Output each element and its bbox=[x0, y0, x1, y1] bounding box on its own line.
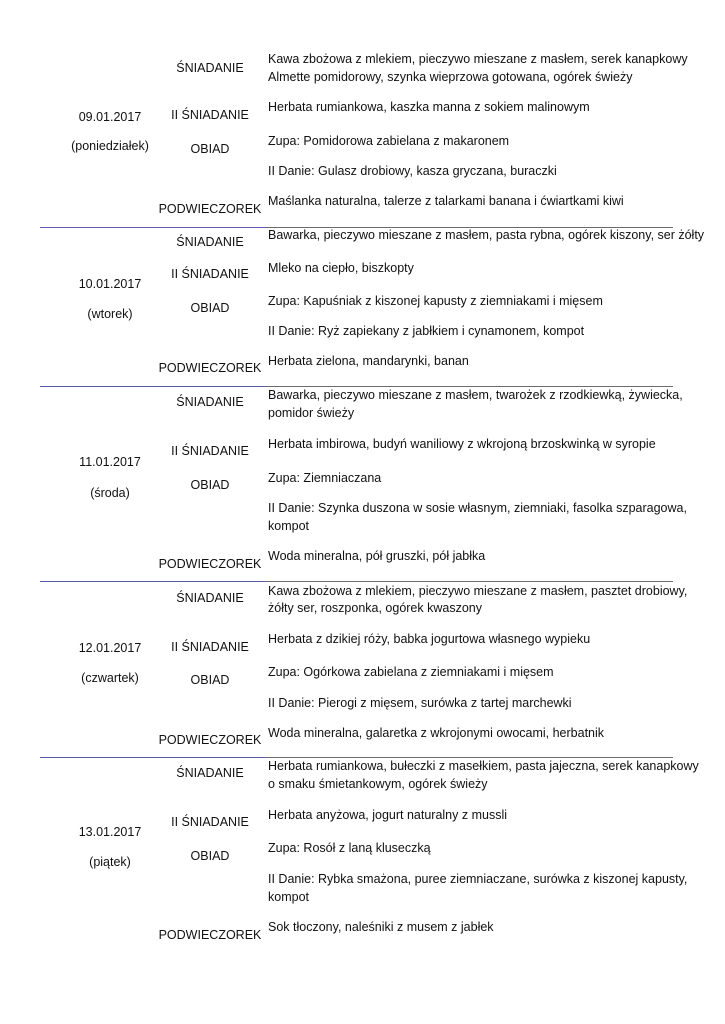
menu-zupa: Zupa: Rosół z laną kluseczką bbox=[268, 841, 431, 855]
menu-ii-sniadanie: Herbata z dzikiej róży, babka jogurtowa własnego wypieku bbox=[268, 632, 591, 646]
menu-podwieczorek: Herbata zielona, mandarynki, banan bbox=[268, 354, 469, 368]
menu-ii-sniadanie: Mleko na ciepło, biszkopty bbox=[268, 261, 414, 275]
meal-label-ii-sniadanie: II ŚNIADANIE bbox=[171, 444, 249, 458]
meal-label-sniadanie: ŚNIADANIE bbox=[176, 235, 244, 249]
menu-ii-danie: II Danie: Gulasz drobiowy, kasza gryczana, buraczki bbox=[268, 164, 557, 178]
menu-sniadanie-line1: Kawa zbożowa z mlekiem, pieczywo mieszane z masłem, pasztet drobiowy, bbox=[268, 584, 688, 598]
meal-label-ii-sniadanie: II ŚNIADANIE bbox=[171, 640, 249, 654]
day-weekday: (piątek) bbox=[89, 855, 131, 869]
menu-zupa: Zupa: Ogórkowa zabielana z ziemniakami i mięsem bbox=[268, 665, 554, 679]
menu-ii-danie-line2: kompot bbox=[268, 890, 309, 904]
menu-zupa: Zupa: Kapuśniak z kiszonej kapusty z ziemniakami i mięsem bbox=[268, 294, 603, 308]
day-weekday: (czwartek) bbox=[81, 671, 139, 685]
meal-label-sniadanie: ŚNIADANIE bbox=[176, 395, 244, 409]
menu-ii-danie-line1: II Danie: Szynka duszona w sosie własnym, ziemniaki, fasolka szparagowa, bbox=[268, 501, 687, 515]
day-weekday: (wtorek) bbox=[87, 307, 133, 321]
menu-zupa: Zupa: Pomidorowa zabielana z makaronem bbox=[268, 134, 510, 148]
day-date: 11.01.2017 bbox=[79, 455, 141, 469]
menu-sniadanie-line2: Almette pomidorowy, szynka wieprzowa gotowana, ogórek świeży bbox=[268, 70, 633, 84]
day-date: 13.01.2017 bbox=[78, 825, 142, 839]
menu-podwieczorek: Woda mineralna, galaretka z wkrojonymi owocami, herbatnik bbox=[268, 726, 605, 740]
meal-label-ii-sniadanie: II ŚNIADANIE bbox=[171, 108, 249, 122]
menu-ii-danie-line1: II Danie: Rybka smażona, puree ziemniaczane, surówka z kiszonej kapusty, bbox=[268, 872, 688, 886]
menu-ii-sniadanie: Herbata rumiankowa, kaszka manna z sokiem malinowym bbox=[268, 100, 590, 114]
menu-sniadanie-line1: Kawa zbożowa z mlekiem, pieczywo mieszane z masłem, serek kanapkowy bbox=[268, 52, 688, 66]
meal-label-ii-sniadanie: II ŚNIADANIE bbox=[171, 815, 249, 829]
menu-ii-danie-line2: kompot bbox=[268, 519, 309, 533]
menu-podwieczorek: Woda mineralna, pół gruszki, pół jabłka bbox=[268, 549, 486, 563]
menu-sniadanie-line1: Bawarka, pieczywo mieszane z masłem, twarożek z rzodkiewką, żywiecka, bbox=[268, 388, 683, 402]
divider-left bbox=[40, 386, 267, 387]
meal-label-podwieczorek: PODWIECZOREK bbox=[158, 733, 262, 747]
meal-label-obiad: OBIAD bbox=[190, 849, 230, 863]
menu-ii-sniadanie: Herbata anyżowa, jogurt naturalny z mussli bbox=[268, 808, 508, 822]
divider-left bbox=[40, 581, 267, 582]
menu-podwieczorek: Maślanka naturalna, talerze z talarkami banana i ćwiartkami kiwi bbox=[268, 194, 624, 208]
meal-label-podwieczorek: PODWIECZOREK bbox=[158, 557, 262, 571]
meal-label-obiad: OBIAD bbox=[190, 142, 230, 156]
meal-label-podwieczorek: PODWIECZOREK bbox=[158, 928, 262, 942]
meal-label-obiad: OBIAD bbox=[190, 673, 230, 687]
menu-ii-danie: II Danie: Pierogi z mięsem, surówka z tartej marchewki bbox=[268, 696, 572, 710]
meal-label-obiad: OBIAD bbox=[190, 478, 230, 492]
meal-label-sniadanie: ŚNIADANIE bbox=[176, 61, 244, 75]
day-weekday: (poniedziałek) bbox=[71, 139, 149, 153]
menu-zupa: Zupa: Ziemniaczana bbox=[268, 471, 382, 485]
meal-label-podwieczorek: PODWIECZOREK bbox=[158, 202, 262, 216]
meal-label-podwieczorek: PODWIECZOREK bbox=[158, 361, 262, 375]
day-date: 09.01.2017 bbox=[78, 110, 142, 124]
menu-sniadanie-line2: pomidor świeży bbox=[268, 406, 355, 420]
menu-ii-sniadanie: Herbata imbirowa, budyń waniliowy z wkrojoną brzoskwinką w syropie bbox=[268, 437, 656, 451]
menu-sniadanie-line1: Herbata rumiankowa, bułeczki z masełkiem, pasta jajeczna, serek kanapkowy bbox=[268, 759, 699, 773]
divider-left bbox=[40, 227, 267, 228]
menu-sniadanie-line1: Bawarka, pieczywo mieszane z masłem, pasta rybna, ogórek kiszony, ser żółty bbox=[268, 228, 705, 242]
menu-ii-danie: II Danie: Ryż zapiekany z jabłkiem i cynamonem, kompot bbox=[268, 324, 585, 338]
meal-label-obiad: OBIAD bbox=[190, 301, 230, 315]
day-date: 10.01.2017 bbox=[78, 277, 142, 291]
menu-sniadanie-line2: żółty ser, roszponka, ogórek kwaszony bbox=[268, 601, 482, 615]
day-date: 12.01.2017 bbox=[78, 641, 142, 655]
meal-label-ii-sniadanie: II ŚNIADANIE bbox=[171, 267, 249, 281]
meal-label-sniadanie: ŚNIADANIE bbox=[176, 766, 244, 780]
divider-left bbox=[40, 757, 267, 758]
day-weekday: (środa) bbox=[90, 486, 130, 500]
meal-label-sniadanie: ŚNIADANIE bbox=[176, 591, 244, 605]
menu-sniadanie-line2: o smaku śmietankowym, ogórek świeży bbox=[268, 777, 488, 791]
menu-podwieczorek: Sok tłoczony, naleśniki z musem z jabłek bbox=[268, 920, 494, 934]
